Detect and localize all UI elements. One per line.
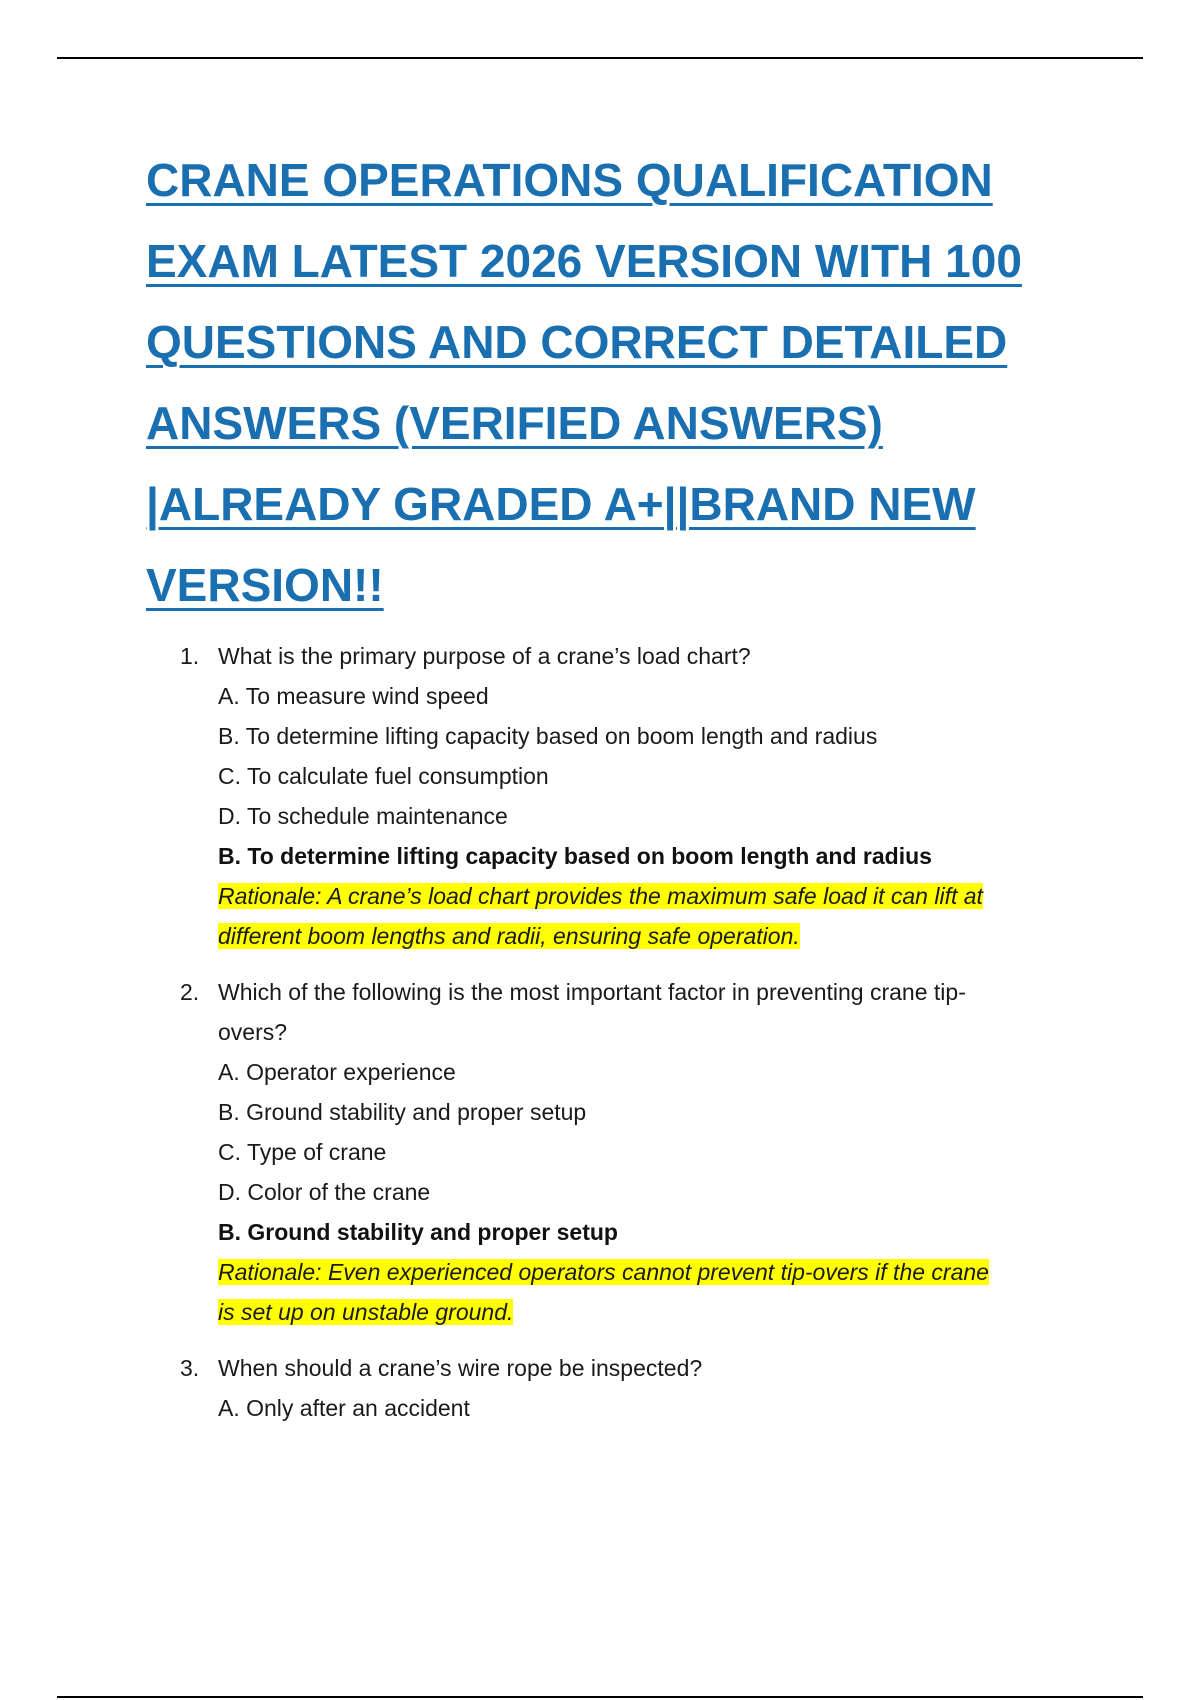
question-text: Which of the following is the most important factor in preventing crane tip-	[218, 979, 966, 1005]
question-number: 1.	[180, 643, 200, 669]
answer-option: D. To schedule maintenance	[218, 803, 508, 829]
rationale-line: Rationale: Even experienced operators cannot prevent tip-overs if the crane	[218, 1259, 989, 1285]
question-text: When should a crane’s wire rope be inspected?	[218, 1355, 703, 1381]
rationale-line: Rationale: A crane’s load chart provides the maximum safe load it can lift at	[218, 883, 983, 909]
question-number: 2.	[180, 979, 200, 1005]
title-line: |ALREADY GRADED A+||BRAND NEW	[146, 478, 976, 530]
footer-rule	[57, 1696, 1143, 1698]
rationale-line: is set up on unstable ground.	[218, 1299, 514, 1325]
answer-option: D. Color of the crane	[218, 1179, 431, 1205]
document-title	[146, 140, 1106, 626]
question-item	[180, 1348, 1080, 1428]
question-item	[180, 636, 1080, 956]
question-text: What is the primary purpose of a crane’s load chart?	[218, 643, 751, 669]
title-line: EXAM LATEST 2026 VERSION WITH 100	[146, 235, 1022, 287]
title-line: QUESTIONS AND CORRECT DETAILED	[146, 316, 1008, 368]
answer-option: A. Operator experience	[218, 1059, 456, 1085]
title-line: ANSWERS (VERIFIED ANSWERS)	[146, 397, 883, 449]
question-item	[180, 972, 1080, 1332]
title-line: CRANE OPERATIONS QUALIFICATION	[146, 154, 993, 206]
answer-option: B. To determine lifting capacity based on boom length and radius	[218, 723, 878, 749]
correct-answer: B. To determine lifting capacity based on boom length and radius	[218, 843, 932, 869]
answer-option: C. Type of crane	[218, 1139, 387, 1165]
answer-option: A. Only after an accident	[218, 1395, 470, 1421]
question-text: overs?	[218, 1019, 288, 1045]
question-list	[180, 636, 1080, 1444]
answer-option: B. Ground stability and proper setup	[218, 1099, 587, 1125]
title-line: VERSION!!	[146, 559, 384, 611]
header-rule	[57, 57, 1143, 59]
question-number: 3.	[180, 1355, 200, 1381]
answer-option: C. To calculate fuel consumption	[218, 763, 549, 789]
answer-option: A. To measure wind speed	[218, 683, 489, 709]
correct-answer: B. Ground stability and proper setup	[218, 1219, 618, 1245]
rationale-line: different boom lengths and radii, ensuring safe operation.	[218, 923, 800, 949]
